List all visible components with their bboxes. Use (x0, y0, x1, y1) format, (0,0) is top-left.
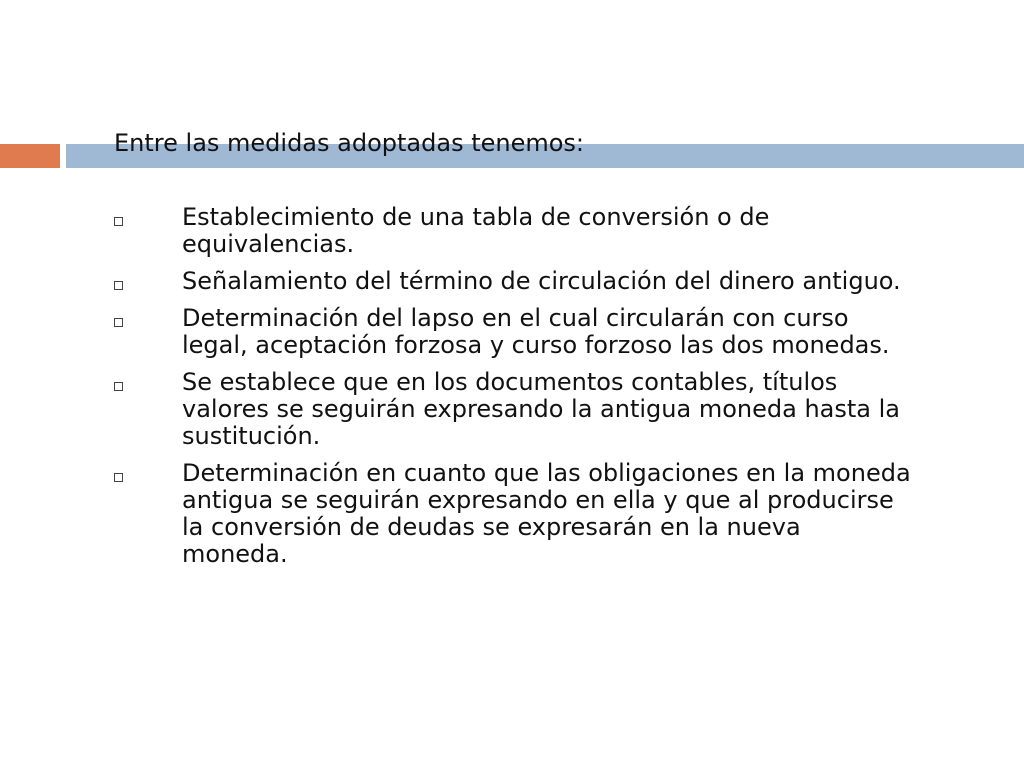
hollow-square-bullet-icon (114, 318, 123, 327)
bullet-text: Señalamiento del término de circulación del dinero antiguo. (182, 267, 901, 295)
bullet-text: Se establece que en los documentos contables, títulos valores se seguirán expresando la antigua moneda hasta la sustitución. (182, 368, 900, 450)
list-item (112, 460, 912, 568)
bullet-text: Determinación del lapso en el cual circularán con curso legal, aceptación forzosa y curso forzoso las dos monedas. (182, 304, 890, 359)
list-item (112, 369, 912, 450)
hollow-square-bullet-icon (114, 217, 123, 226)
hollow-square-bullet-icon (114, 473, 123, 482)
slide-title: Entre las medidas adoptadas tenemos: (114, 129, 585, 157)
list-item (112, 204, 912, 258)
hollow-square-bullet-icon (114, 382, 123, 391)
title-accent-bar-orange (0, 144, 60, 168)
list-item (112, 305, 912, 359)
bullet-text: Establecimiento de una tabla de conversión o de equivalencias. (182, 203, 770, 258)
bullet-text: Determinación en cuanto que las obligaciones en la moneda antigua se seguirán expresando en ella y que al producirse la conversión de deudas se expresarán en la nueva moneda. (182, 459, 911, 568)
bullet-list (112, 204, 912, 578)
list-item (112, 268, 912, 295)
hollow-square-bullet-icon (114, 281, 123, 290)
